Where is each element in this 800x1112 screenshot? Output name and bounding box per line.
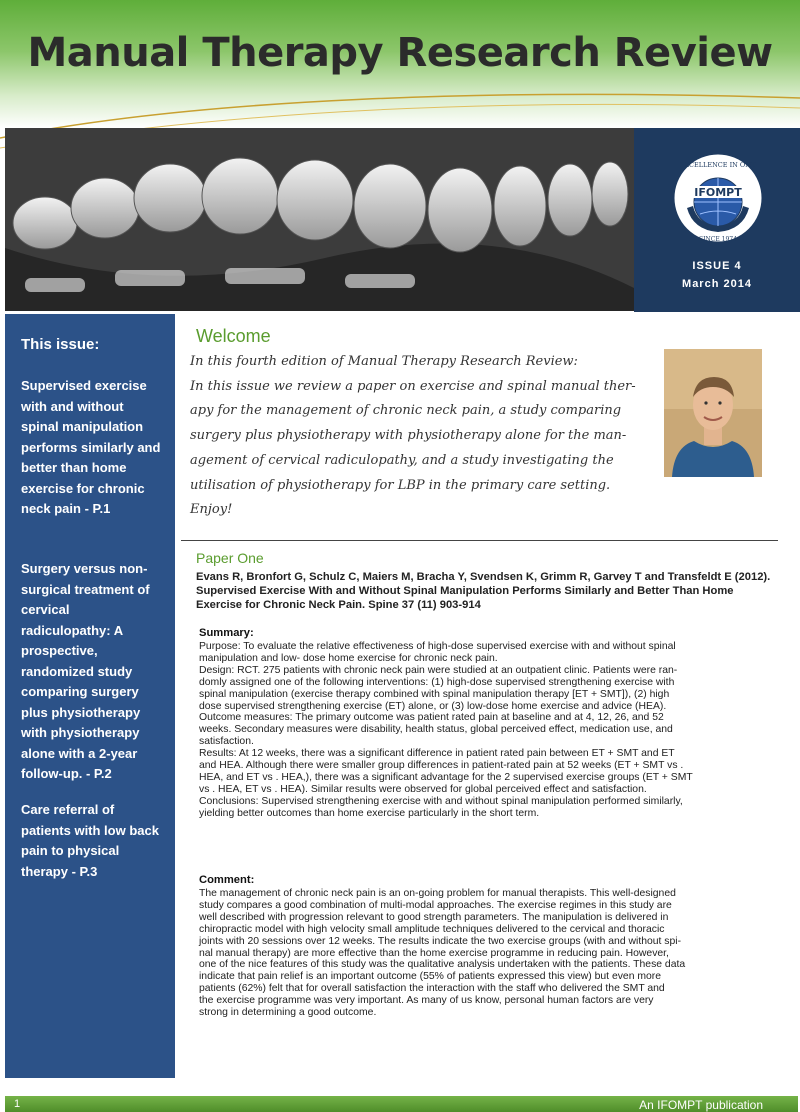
comment-line: nal manual therapy) are more effective than the home exercise programme in reducing pain. However, (199, 947, 669, 959)
comment-line: one of the nice features of this study was the qualitative analysis undertaken with the patients. These data (199, 959, 686, 971)
summary-line: satisfaction. (199, 736, 254, 748)
welcome-heading: Welcome (196, 326, 271, 346)
sidebar-item-paper-two[interactable]: Surgery versus non-surgical treatment of cervical radiculopathy: A prospective, randomized study comparing surgery plus physiotherapy with physiotherapy alone with a 2-year follow-up. - P.2 (21, 561, 150, 781)
welcome-line: apy for the management of chronic neck pain, a study comparing (190, 403, 622, 419)
comment-line: patients (62%) felt that for overall satisfaction the interaction with the staff who delivered the SMT and (199, 983, 665, 995)
welcome-text (190, 350, 650, 523)
welcome-line: utilisation of physiotherapy for LBP in the primary care setting. (190, 477, 611, 493)
footer (0, 1094, 800, 1112)
comment-line: The management of chronic neck pain is an on-going problem for manual therapists. This well-designed (199, 888, 676, 899)
comment-line: chiropractic model with high velocity small amplitude techniques delivered to the cervical and thoracic (199, 923, 665, 935)
welcome-line: Enjoy! (190, 502, 233, 518)
summary-line: vs . HEA, ET vs . HEA). Similar results were observed for global perceived effect and satisfaction. (199, 783, 647, 795)
comment-heading: Comment: (199, 874, 255, 886)
summary-line: weeks. Secondary measures were disability, health status, global perceived effect, medication use, and (199, 724, 673, 736)
spine-photo (5, 128, 634, 311)
summary-text (199, 641, 773, 820)
summary-line: Purpose: To evaluate the relative effectiveness of high-dose supervised exercise with and without spinal (199, 641, 676, 652)
comment-line: indicate that pain relief is an important outcome (55% of patients expressed this view) but even more (199, 971, 662, 983)
sidebar-item-paper-one[interactable]: Supervised exercise with and without spinal manipulation performs similarly and better than home exercise for chronic neck pain - P.1 (21, 378, 161, 516)
summary-heading: Summary: (199, 627, 254, 639)
welcome-line: agement of cervical radiculopathy, and a study investigating the (190, 452, 614, 468)
sidebar-heading: This issue: (21, 336, 100, 353)
summary-line: dose supervised strengthening exercise (ET) alone, or (3) low-dose home exercise and advice (HEA). (199, 700, 667, 712)
summary-line: Outcome measures: The primary outcome was patient rated pain at baseline and at 4, 12, 26, and 52 (199, 712, 664, 724)
ifompt-logo (673, 150, 763, 246)
summary-line: yielding better outcomes than home exercise particularly in the short term. (199, 807, 540, 819)
summary-line: HEA, and ET vs . HEA,), there was a significant advantage for the 2 supervised exercise groups (ET + SMT (199, 771, 693, 783)
issue-panel (634, 128, 800, 312)
paper-citation: Evans R, Bronfort G, Schulz C, Maiers M, Bracha Y, Svendsen K, Grimm R, Garvey T and Transfeldt E (2012). Supervised Exercise With and Without Spinal Manipulation Performs Similarly and Better Than Home Exercise for Chronic Neck Pain. Spine 37 (11) 903-914 (196, 571, 771, 611)
comment-line: joints with 20 sessions over 12 weeks. The results indicate the two exercise groups (with and without spi- (199, 935, 682, 947)
sidebar-item-paper-three[interactable]: Care referral of patients with low back pain to physical therapy - P.3 (21, 802, 159, 879)
issue-date: March 2014 (682, 278, 752, 290)
welcome-line: In this issue we review a paper on exercise and spinal manual ther- (190, 378, 636, 394)
issue-number: ISSUE 4 (692, 260, 742, 272)
svg-text:IFOMPT: IFOMPT (694, 186, 742, 199)
section-divider (181, 540, 778, 541)
newsletter-title: Manual Therapy Research Review (27, 30, 773, 76)
issue-contents-sidebar (5, 314, 175, 1078)
summary-line: spinal manipulation (exercise therapy combined with spinal manipulation therapy [ET + SMT]), (2) high (199, 688, 670, 700)
welcome-line: In this fourth edition of Manual Therapy Research Review: (190, 354, 578, 369)
welcome-line: surgery plus physiotherapy with physiotherapy alone for the man- (190, 428, 627, 444)
comment-text (199, 888, 773, 1019)
editor-portrait (664, 349, 762, 477)
summary-line: Design: RCT. 275 patients with chronic neck pain were studied at an outpatient clinic. Patients were ran- (199, 664, 678, 676)
summary-line: manipulation and low- dose home exercise for chronic neck pain. (199, 652, 498, 664)
summary-line: domly assigned one of the following interventions: (1) high-dose supervised strengthening exercise with (199, 676, 675, 688)
paper-heading: Paper One (196, 550, 264, 566)
summary-line: and HEA. Although there were smaller group differences in patient-rated pain at 52 weeks (ET + SMT vs . (199, 760, 684, 772)
comment-line: well described with progression relevant to good strength parameters. The manipulation is delivered in (199, 911, 669, 923)
comment-line: the exercise programme was very important. As many of us know, personal human factors are very (199, 995, 654, 1007)
page-number: 1 (14, 1098, 21, 1110)
svg-text:SINCE 1974: SINCE 1974 (699, 236, 737, 243)
comment-line: strong in determining a good outcome. (199, 1007, 377, 1019)
summary-line: Conclusions: Supervised strengthening exercise with and without spinal manipulation performed similarly, (199, 795, 683, 807)
publisher-credit: An IFOMPT publication (639, 1098, 763, 1112)
comment-line: study compares a good combination of multi-modal approaches. The exercise regimes in this study are (199, 899, 672, 911)
summary-line: Results: At 12 weeks, there was a significant difference in patient rated pain between ET + SMT and ET (199, 748, 675, 760)
svg-text:EXCELLENCE IN OMT: EXCELLENCE IN OMT (679, 161, 757, 169)
